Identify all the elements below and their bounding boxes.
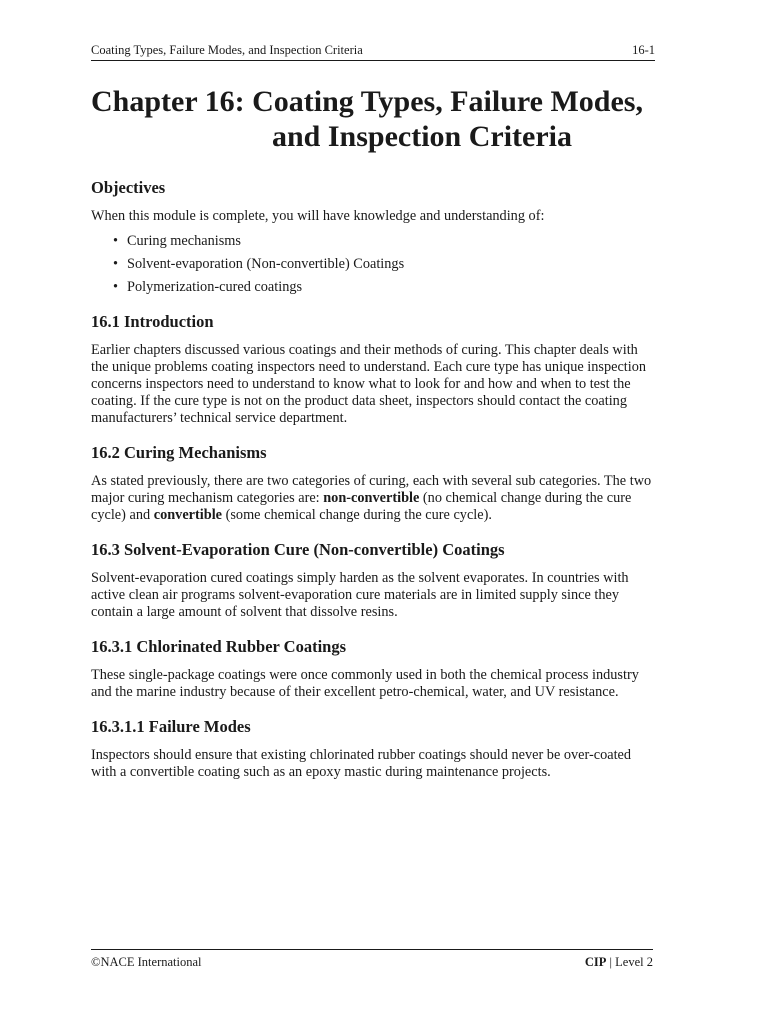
running-header — [91, 42, 655, 58]
body-text: (some chemical change during the cure cycle). — [222, 507, 492, 523]
body-text: (no chemical change during the cure cycle) and — [91, 490, 632, 523]
list-item: • Curing mechanisms — [111, 233, 655, 250]
page-content — [91, 178, 655, 797]
section-body: These single-package coatings were once commonly used in both the chemical process industry and the marine industry because of their excellent petro-chemical, water, and UV resistance. — [91, 667, 639, 700]
section-heading: 16.1 Introduction — [91, 312, 214, 331]
term-non-convertible: non-convertible — [323, 490, 420, 506]
section-heading: 16.3.1 Chlorinated Rubber Coatings — [91, 637, 347, 656]
chapter-title — [91, 84, 655, 154]
running-title: Coating Types, Failure Modes, and Inspection Criteria — [91, 43, 363, 57]
section-body: Inspectors should ensure that existing chlorinated rubber coatings should never be over-coated with a convertible coating such as an epoxy mastic during maintenance projects. — [91, 747, 632, 780]
section-heading: 16.3 Solvent-Evaporation Cure (Non-convertible) Coatings — [91, 540, 505, 559]
running-footer — [91, 954, 653, 970]
header-divider — [91, 60, 655, 61]
list-item: • Polymerization-cured coatings — [111, 279, 655, 296]
chapter-title-line1: Chapter 16: Coating Types, Failure Modes, — [91, 85, 643, 118]
footer-divider — [91, 949, 653, 950]
separator: | — [606, 955, 616, 969]
section-solvent-evaporation — [91, 540, 655, 621]
program-name: CIP — [584, 955, 607, 969]
page-number: 16-1 — [632, 43, 655, 57]
term-convertible: convertible — [153, 507, 223, 523]
program-level — [585, 954, 653, 970]
objectives-intro: When this module is complete, you will have knowledge and understanding of: — [91, 208, 545, 224]
objectives-heading: Objectives — [91, 178, 166, 197]
copyright-notice: ©NACE International — [91, 955, 202, 969]
section-heading: 16.3.1.1 Failure Modes — [91, 717, 251, 736]
section-failure-modes — [91, 717, 655, 781]
section-chlorinated-rubber — [91, 637, 655, 701]
objectives-section — [91, 178, 655, 296]
chapter-title-line2: and Inspection Criteria — [272, 120, 572, 153]
section-heading: 16.2 Curing Mechanisms — [91, 443, 267, 462]
objectives-list — [91, 233, 655, 296]
section-body — [91, 473, 655, 524]
section-body: Solvent-evaporation cured coatings simply harden as the solvent evaporates. In countries with active clean air programs solvent-evaporation cure materials are in limited supply since they contain a large amount of solvent that dissolve resins. — [91, 570, 629, 620]
list-item: • Solvent-evaporation (Non-convertible) Coatings — [111, 256, 655, 273]
body-text: As stated previously, there are two categories of curing, each with several sub categories. The two major curing mechanism categories are: — [91, 473, 652, 506]
section-body: Earlier chapters discussed various coatings and their methods of curing. This chapter deals with the unique problems coating inspectors need to understand. Each cure type has unique inspection concerns inspectors need to understand to know what to look for and how and when to test the coating. If the cure type is not on the product data sheet, inspectors should contact the coating manufacturers’ technical service department. — [91, 342, 647, 426]
section-introduction — [91, 312, 655, 427]
section-curing-mechanisms — [91, 443, 655, 524]
level-label: Level 2 — [615, 955, 653, 969]
document-page — [91, 0, 655, 1024]
